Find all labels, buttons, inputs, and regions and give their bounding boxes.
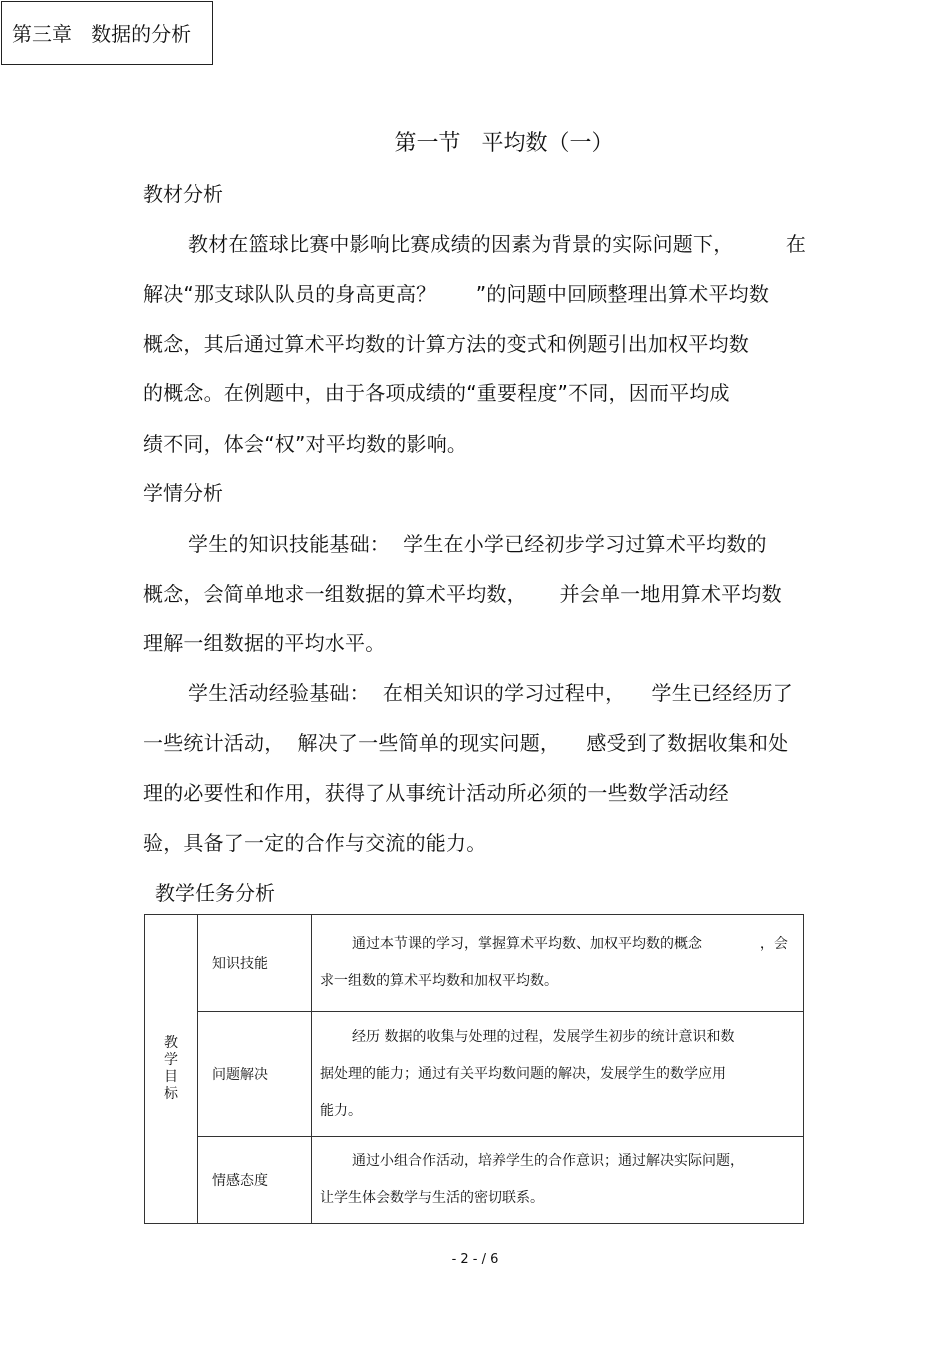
row-content: [312, 1137, 804, 1224]
row-label: 情感态度: [198, 1137, 312, 1224]
content-line: 能力。: [320, 1102, 362, 1119]
row-content: [312, 915, 804, 1012]
paragraph-line: 学生活动经验基础： 在相关知识的学习过程中， 学生已经经历了: [188, 681, 793, 705]
paragraph-line: 绩不同，体会“权”对平均数的影响。: [143, 432, 468, 456]
row-content: [312, 1012, 804, 1137]
paragraph-line: 教材在篮球比赛中影响比赛成绩的因素为背景的实际问题下， 在: [188, 232, 807, 256]
paragraph-line: 一些统计活动， 解决了一些简单的现实问题， 感受到了数据收集和处: [143, 731, 789, 755]
content-line: 让学生体会数学与生活的密切联系。: [320, 1190, 544, 1206]
content-line: 通过本节课的学习，掌握算术平均数、加权平均数的概念 ，会: [352, 936, 788, 952]
task-analysis-heading: 教学任务分析: [155, 881, 275, 905]
paragraph-line: 验，具备了一定的合作与交流的能力。: [143, 831, 487, 855]
row-label: 知识技能: [198, 915, 312, 1012]
content-line: 经历 数据的收集与处理的过程，发展学生初步的统计意识和数: [352, 1028, 735, 1045]
section-title: 第一节 平均数（一）: [394, 131, 614, 156]
paragraph-line: 解决“那支球队队员的身高更高？ ”的问题中回顾整理出算术平均数: [143, 282, 770, 306]
content-line: 据处理的能力；通过有关平均数问题的解决，发展学生的数学应用: [320, 1065, 726, 1082]
textbook-analysis-heading: 教材分析: [143, 182, 223, 206]
goals-group-label: 教学目标: [164, 1035, 178, 1102]
content-line: 通过小组合作活动，培养学生的合作意识；通过解决实际问题，: [352, 1153, 744, 1169]
student-analysis-heading: 学情分析: [143, 481, 223, 505]
table-row: [145, 915, 804, 1012]
page-number: - 2 - / 6: [451, 1252, 499, 1267]
paragraph-line: 的概念。在例题中，由于各项成绩的“重要程度”不同，因而平均成: [143, 381, 730, 405]
table-row: [145, 1012, 804, 1137]
paragraph-line: 概念，其后通过算术平均数的计算方法的变式和例题引出加权平均数: [143, 332, 749, 356]
paragraph-line: 概念，会简单地求一组数据的算术平均数， 并会单一地用算术平均数: [143, 582, 782, 606]
paragraph-line: 学生的知识技能基础： 学生在小学已经初步学习过算术平均数的: [188, 532, 767, 556]
table-row: [145, 1137, 804, 1224]
teaching-goals-table: [144, 914, 804, 1224]
content-line: 求一组数的算术平均数和加权平均数。: [320, 973, 558, 989]
row-label: 问题解决: [198, 1012, 312, 1137]
paragraph-line: 理的必要性和作用，获得了从事统计活动所必须的一些数学活动经: [143, 781, 729, 805]
chapter-title: 第三章 数据的分析: [1, 1, 213, 65]
paragraph-line: 理解一组数据的平均水平。: [143, 631, 386, 655]
goals-group-cell: [145, 915, 198, 1224]
